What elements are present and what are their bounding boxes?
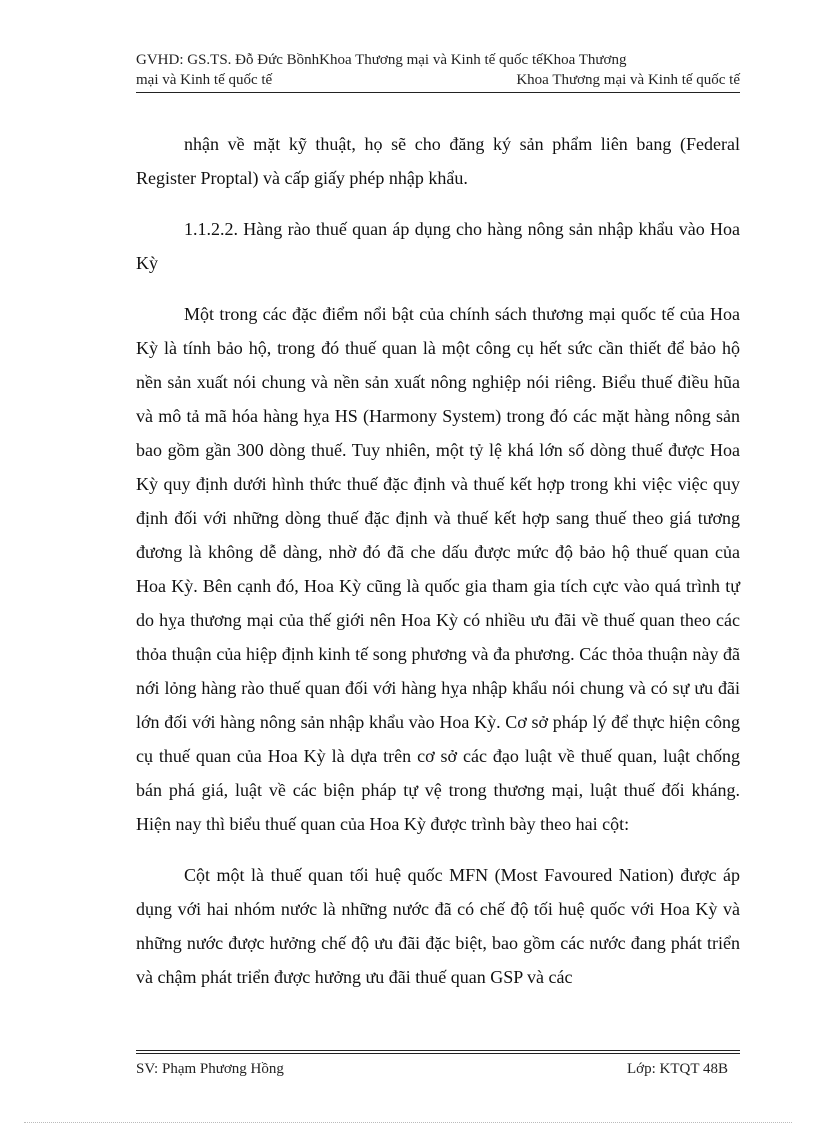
page-body <box>136 127 740 1011</box>
footer-class: Lớp: KTQT 48B <box>627 1061 728 1077</box>
footer-divider-secondary <box>136 1053 740 1054</box>
footer-student-name: SV: Phạm Phương Hồng <box>136 1061 284 1077</box>
page-footer <box>136 1050 740 1079</box>
footer-row <box>136 1059 740 1079</box>
header-faculty-right: Khoa Thương mại và Kinh tế quốc tế <box>516 72 740 88</box>
paragraph-mfn: Cột một là thuế quan tối huệ quốc MFN (Most Favoured Nation) được áp dụng với hai nhóm nước là những nước đã có chế độ tối huệ quốc với Hoa Kỳ và những nước được hưởng chế độ ưu đãi đặc biệt, bao gồm các nước đang phát triển và chậm phát triển được hưởng ưu đãi thuế quan GSP và các <box>136 865 740 987</box>
page-header <box>136 50 740 90</box>
paragraph-tariff-policy: Một trong các đặc điểm nổi bật của chính sách thương mại quốc tế của Hoa Kỳ là tính bảo hộ, trong đó thuế quan là một công cụ hết sức cần thiết để bảo hộ nền sản xuất nói chung và nền sản xuất nông nghiệp nói riêng. Biểu thuế điều hũa và mô tả mã hóa hàng hỵa HS (Harmony System) trong đó các mặt hàng nông sản bao gồm gần 300 dòng thuế. Tuy nhiên, một tỷ lệ khá lớn số dòng thuế được Hoa Kỳ quy định dưới hình thức thuế đặc định và thuế kết hợp trong khi việc việc quy định đối với những dòng thuế đặc định và thuế kết hợp sang thuế theo giá tương đương là không dễ dàng, nhờ đó đã che dấu được mức độ bảo hộ thuế quan của Hoa Kỳ. Bên cạnh đó, Hoa Kỳ cũng là quốc gia tham gia tích cực vào quá trình tự do hỵa thương mại của thế giới nên Hoa Kỳ có nhiều ưu đãi về thuế quan theo các thỏa thuận của hiệp định kinh tế song phương và đa phương. Các thỏa thuận này đã nới lỏng hàng rào thuế quan đối với hàng hỵa nhập khẩu nói chung và có sự ưu đãi lớn đối với hàng nông sản nhập khẩu vào Hoa Kỳ. Cơ sở pháp lý để thực hiện công cụ thuế quan của Hoa Kỳ là dựa trên cơ sở các đạo luật về thuế quan, luật chống bán phá giá, luật về các biện pháp tự vệ trong thương mại, luật thuế đối kháng. Hiện nay thì biểu thuế quan của Hoa Kỳ được trình bày theo hai cột: <box>136 304 740 834</box>
header-line-1 <box>136 50 740 70</box>
header-supervisor-text: GVHD: GS.TS. Đỗ Đức BồnhKhoa Thương mại và Kinh tế quốc tếKhoa Thương <box>136 52 627 68</box>
header-line-2 <box>136 70 740 90</box>
header-faculty-left: mại và Kinh tế quốc tế <box>136 72 273 88</box>
paragraph-continuation: nhận về mặt kỹ thuật, họ sẽ cho đăng ký sản phẩm liên bang (Federal Register Proptal) và cấp giấy phép nhập khẩu. <box>136 134 740 188</box>
header-divider <box>136 92 740 93</box>
footer-divider <box>136 1050 740 1051</box>
section-heading: 1.1.2.2. Hàng rào thuế quan áp dụng cho hàng nông sản nhập khẩu vào Hoa Kỳ <box>136 219 740 273</box>
